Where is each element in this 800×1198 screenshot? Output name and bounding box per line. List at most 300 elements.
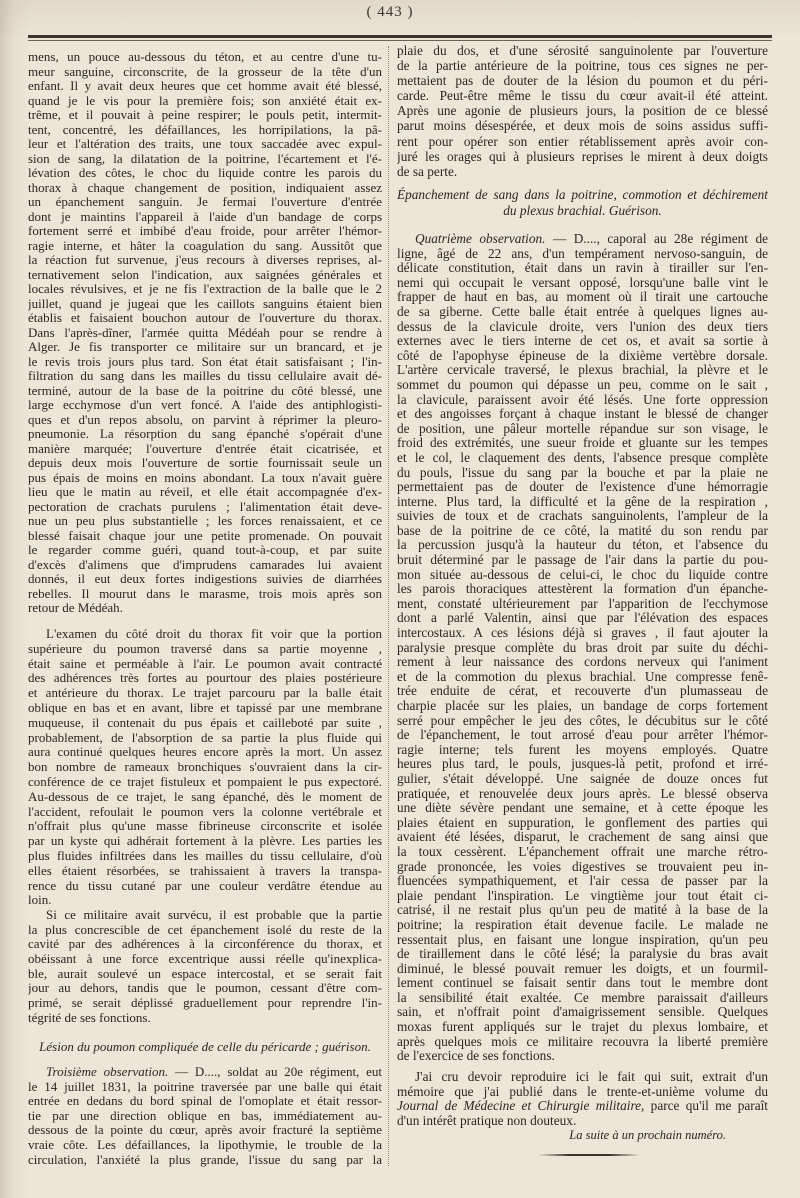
line-text: tie par une direction oblique en bas, immédiatement au- (28, 1108, 382, 1123)
text-line (397, 1085, 768, 1100)
heading-text: Lésion du poumon compliquée de celle du péricarde ; guérison. (39, 1039, 371, 1054)
text-line (397, 524, 768, 539)
text-line (397, 582, 768, 597)
line-text: ques et d'un repos absolu, on parvint à réprimer la pleuro- (28, 412, 382, 427)
line-text: n'offrait plus qu'une masse fibrineuse circonscrite et isolée (28, 819, 382, 834)
line-text: serré pour empêcher le jeu des côtes, le décubitus sur le côté (397, 713, 768, 728)
text-line (397, 830, 768, 845)
text-line (28, 893, 382, 908)
line-text: nue un peu plus substantielle ; les forces renaissaient, et ce (28, 514, 382, 528)
text-line (397, 1035, 768, 1050)
text-line (28, 879, 382, 894)
text-line (397, 976, 768, 991)
line-text: rence du tissu cutané par une couleur verdâtre étendue au (28, 878, 382, 893)
text-line (397, 73, 768, 88)
text-line (28, 181, 382, 196)
paragraph (28, 50, 382, 616)
line-text: — D...., soldat au 20e régiment, eut (175, 1065, 382, 1079)
text-line (28, 384, 382, 399)
line-text: conférence de ce trajet fistuleux et pompaient le pus expectoré. (28, 774, 382, 789)
line-text: quand je le vis pour la première fois; son anxiété était ex- (28, 93, 382, 108)
text-line (28, 442, 382, 457)
line-text: large ecchymose d'un vert foncé. A l'aide des antiphlogisti- (28, 398, 382, 412)
line-text: le 14 juillet 1831, la poitrine traversée par une balle qui était (28, 1079, 382, 1094)
line-text: J'ai cru devoir reproduire ici le fait qui suit, extrait d'un (415, 1070, 768, 1084)
text-line (397, 568, 768, 583)
section-heading (397, 187, 768, 218)
paragraph (397, 1070, 768, 1129)
text-line (397, 874, 768, 889)
line-text: supérieure du poumon traversé dans sa partie moyenne , (28, 641, 382, 656)
line-text: plus fluides infiltrées dans les mailles du tissu cellulaire, d'où (28, 848, 382, 863)
text-line (28, 558, 382, 573)
text-line (397, 495, 768, 510)
line-text: pratiquée, et renouvelée deux jours après. Le blessé observa (397, 786, 768, 801)
text-line (397, 1099, 768, 1114)
text-line (397, 305, 768, 320)
heading-line (397, 203, 768, 219)
line-text: du pouls, l'issue du sang par la bouche et par la plaie ne (397, 465, 768, 480)
text-line (28, 340, 382, 355)
line-text: le regarder comme guéri, quand tout-à-coup, et par suite (28, 543, 382, 557)
text-line (397, 466, 768, 481)
text-line (28, 908, 382, 923)
paragraph (28, 627, 382, 908)
ornamental-rule (538, 1154, 640, 1156)
text-line (28, 529, 382, 544)
line-text: pus épais de moins en moins abondant. La toux n'avait guère (28, 470, 382, 485)
text-line (397, 801, 768, 816)
line-text: muqueuse, il contenait du pus épais et cailleboté par suite , (28, 715, 382, 730)
text-line (28, 311, 382, 326)
line-text: Après une agonie de plusieurs jours, la position de ce blessé (397, 103, 768, 119)
line-text: Dans l'après-dîner, l'armée quitta Médéah pour se rendre à (28, 325, 382, 340)
text-line (397, 451, 768, 466)
paragraph (397, 232, 768, 1064)
text-line (28, 731, 382, 746)
line-text: d'excès d'alimens que d'imprudens camarades lui avaient (28, 557, 382, 572)
line-text: ressentait plus, en faisant une longue inspiration, qu'un peu (397, 932, 768, 947)
text-line (28, 123, 382, 138)
text-line (397, 538, 768, 553)
line-text: externes avec le tiers interne de cet os, et avait sa sortie à (397, 334, 768, 349)
text-line (28, 834, 382, 849)
text-line (397, 553, 768, 568)
line-text: vraie côte. Les défaillances, la lipothymie, le trouble de la (28, 1137, 382, 1152)
line-text: Au-dessous de ce trajet, le sang épanché, dès le moment de (28, 789, 382, 804)
line-text: L'examen du côté droit du thorax fit voir que la portion (46, 627, 382, 641)
text-line (397, 684, 768, 699)
line-text: de l'exercice de ses fonctions. (397, 1049, 555, 1064)
line-text: aura continué quelques heures encore après la mort. Un assez (28, 745, 382, 760)
text-line (397, 58, 768, 73)
text-line (28, 790, 382, 805)
line-text: parut moins désespérée, et deux mois de soins assidus suffi- (397, 118, 768, 134)
line-text: primé, se serait déplissé graduellement pour reprendre l'in- (28, 996, 382, 1011)
line-text: probablement, de l'absorption de sa partie la plus fluide qui (28, 730, 382, 745)
line-text: côté de l'apophyse épineuse de la dixième vertèbre dorsale. (397, 348, 768, 363)
text-line (28, 671, 382, 686)
line-text: circulation, l'anxiété la plus grande, l'issue du sang par la (28, 1152, 382, 1167)
line-text: tent, concentré, les défaillances, les horripilations, la pâ- (28, 122, 382, 137)
text-line (28, 716, 382, 731)
text-line (28, 864, 382, 879)
text-line (28, 981, 382, 996)
line-text: de l'épanchement, le tout arrosé d'eau pour arrêter l'hémor- (397, 728, 768, 743)
line-text: nemi qui occupait le versant opposé, lorsqu'une balle vint le (397, 275, 768, 290)
line-text: bruit déterminé par le passage de l'air dans la partie du pou- (397, 553, 768, 568)
line-text: heures plus tard, le pouls, jusques-là petit, profond et irré- (397, 757, 768, 772)
text-line (28, 50, 382, 65)
line-text: mens, un pouce au-dessous du téton, et au centre d'une tu- (28, 50, 382, 64)
line-text: moxas furent appliqués sur le trajet du plexus lombaire, et (397, 1020, 768, 1035)
line-text: permettaient pas de douter de l'existence d'une hémorragie (397, 480, 768, 495)
line-text: par un kyste qui adhérait fortement à la plèvre. Les parties les (28, 834, 382, 849)
text-line (28, 137, 382, 152)
header-rule (28, 35, 772, 38)
line-text: mettaient pas de douter de la lésion du poumon et du péri- (397, 73, 768, 89)
text-line (28, 587, 382, 602)
text-line (28, 413, 382, 428)
line-text: charpie placée sur les plaies, un bandage de corps fortement (397, 699, 768, 713)
line-text: ragie interne; tels furent les moyens employés. Quatre (397, 742, 768, 757)
line-text: sommet du poumon qui dépasse un peu, comme on le sait , (397, 377, 768, 392)
line-text: établis et faisaient bouchon autour de l'ouverture du thorax. (28, 311, 382, 325)
line-text: mon située au-dessous de celui-ci, le choc du liquide contre (397, 567, 768, 582)
line-text: mémoire que j'ai publié dans le trente-et-unième volume du (397, 1084, 768, 1099)
text-line (28, 1138, 382, 1153)
text-line (397, 626, 768, 641)
line-text: de la partie antérieure de la poitrine, tous ces signes ne per- (397, 58, 768, 74)
line-text: rebelles. Il mourut dans le marasme, trois mois après son (28, 586, 382, 601)
text-line (397, 247, 768, 262)
text-line (397, 1070, 768, 1085)
text-line (397, 43, 768, 58)
line-text: filtration du sang dans les mailles du tissu cellulaire avait dé- (28, 369, 382, 383)
text-line (397, 787, 768, 802)
line-text: plaie pendant l'inspiration. Le vingtième jour tout était ci- (397, 888, 768, 903)
line-text: diminué, le blessé pouvait remuer les doigts, et un fourmil- (397, 961, 768, 976)
line-text: et le col, le claquement des dents, l'absence presque complète (397, 450, 768, 465)
line-text: interne. Plus tard, la difficulté et la gêne de la respiration , (397, 494, 768, 509)
text-line (28, 166, 382, 181)
line-text: frapper de haut en bas, au moment où il tirait une cartouche (397, 290, 768, 305)
text-line (397, 757, 768, 772)
text-line (397, 1020, 768, 1035)
line-text: un épanchement sanguin. Je fermai l'ouverture d'entrée (28, 195, 382, 209)
line-text: d'un intérêt pratique non douteux. (397, 1114, 577, 1129)
line-text: sion de sang, la dilatation de la poitrine, l'écartement et l'é- (28, 151, 382, 166)
line-text: entrée en dedans du bord spinal de l'omoplate et était ressor- (28, 1094, 382, 1109)
line-text: grade prononcée, les voies digestives se trouvaient peu in- (397, 859, 768, 874)
text-line (397, 903, 768, 918)
text-line (28, 369, 382, 384)
line-text: la sensibilité était exaltée. Ce membre paraissait d'ailleurs (397, 990, 768, 1005)
text-line (28, 239, 382, 254)
line-text: Si ce militaire avait survécu, il est probable que la partie (46, 908, 382, 922)
text-line (28, 952, 382, 967)
line-text: obéissant à une force excentrique aussi réelle qu'inexplica- (28, 952, 382, 967)
line-text: lévation des côtes, le choc du liquide contre les parois du (28, 166, 382, 180)
line-text: délicate constitution, était dans un ravin à tirailler sur l'en- (397, 261, 768, 276)
text-line (397, 860, 768, 875)
text-line (28, 849, 382, 864)
journal-title: Journal de Médecine et Chirurgie militaire (397, 1099, 642, 1114)
text-line (397, 436, 768, 451)
text-line (28, 485, 382, 500)
text-line (28, 760, 382, 775)
text-line (28, 642, 382, 657)
line-text: de sa giberne. Cette balle était entrée à quelques lignes au- (397, 304, 768, 319)
text-line (397, 509, 768, 524)
line-text: rement à leur naissance des cordons nerveux qui l'animent (397, 655, 768, 670)
line-text: des adhérences très fortes au pourtour des plaies postérieure (28, 671, 382, 686)
page-number: ( 443 ) (366, 4, 414, 20)
line-text: dont a parlé Valentin, ainsi que par l'élévation des espaces (397, 611, 768, 626)
line-text: donnés, il eut deux fortes indigestions suivies de diarrhées (28, 572, 382, 586)
line-text: plaies étaient en suppuration, le gonflement des parties qui (397, 815, 768, 830)
line-text: locales révulsives, et je ne fis l'extraction de la balle que le 2 (28, 282, 382, 296)
text-line (397, 699, 768, 714)
line-text: de tiraillement dans le côté lésé; la paralysie du bras avait (397, 947, 768, 962)
text-line (28, 500, 382, 515)
paragraph (28, 908, 382, 1026)
line-text: la clavicule, paraissent avoir été lésés. Une forte oppression (397, 392, 768, 407)
line-text: cavité par des adhérences à la circonférence du thorax, et (28, 937, 382, 952)
text-line (397, 1049, 768, 1064)
line-text: lieu que le matin au réveil, et elle était accompagnée d'ex- (28, 485, 382, 499)
line-text: base de la poitrine de ce côté, la matité du son rendu par (397, 523, 768, 538)
text-line (397, 962, 768, 977)
text-line (28, 456, 382, 471)
line-text: et antérieure du thorax. Le trajet parcouru par la balle était (28, 686, 382, 701)
line-text: catrisé, il ne restait plus qu'un peu de matité à la base de la (397, 903, 768, 918)
text-line (397, 1005, 768, 1020)
text-line (397, 407, 768, 422)
text-line (397, 772, 768, 787)
line-text: trême, et il pouvait à peine respirer; le pouls petit, intermit- (28, 108, 382, 122)
text-line (28, 398, 382, 413)
text-line (397, 1114, 768, 1129)
line-text: fluencées sympathiquement, et l'air cessa de passer par la (397, 874, 768, 889)
heading-text: du plexus brachial. Guérison. (503, 202, 662, 218)
text-line (28, 471, 382, 486)
line-text: ternativement selon l'indication, aux saignées générales et (28, 267, 382, 282)
text-line (28, 1109, 382, 1124)
text-line (397, 933, 768, 948)
text-line (28, 627, 382, 642)
text-line (28, 686, 382, 701)
line-text: enfant. Il y avait deux heures que cet homme avait été blessé, (28, 79, 382, 93)
line-text: l'accident, refoulait le poumon vers la colonne vertébrale et (28, 804, 382, 819)
text-line (397, 480, 768, 495)
text-line (397, 918, 768, 933)
line-text: avaient été lésées, disparut, le crachement de sang ainsi que (397, 830, 768, 845)
line-text: les parois thoraciques attestèrent la formation d'un épanche- (397, 582, 768, 597)
text-line (28, 297, 382, 312)
text-line (397, 393, 768, 408)
line-text: juré les orages qui à plusieurs reprises le mirent à deux doigts (397, 148, 768, 164)
observation-title: Quatrième observation. (415, 232, 546, 246)
text-line (397, 597, 768, 612)
line-text: meur sanguine, circonscrite, de la grosseur de la tête d'un (28, 64, 382, 79)
text-line (28, 268, 382, 283)
text-line (397, 947, 768, 962)
text-line (28, 514, 382, 529)
text-line (28, 601, 382, 616)
text-line (397, 363, 768, 378)
text-line (397, 118, 768, 133)
text-line (28, 1153, 382, 1168)
line-text: fortement serré et imbibé d'eau froide, pour arrêter l'hémor- (28, 224, 382, 238)
text-line (397, 149, 768, 164)
line-text: manière marquée; l'ouverture d'entrée était cicatrisée, et (28, 441, 382, 456)
text-line (397, 103, 768, 118)
line-text: oblique en bas et en avant, libre et tapissé par une membrane (28, 700, 382, 715)
line-text: pectoration de crachats purulens ; l'alimentation était deve- (28, 499, 382, 514)
line-text: loin. (28, 893, 52, 908)
text-line (28, 1123, 382, 1138)
line-text: la toux cessèrent. L'épanchement offrait une marche rétro- (397, 844, 768, 859)
text-line (397, 261, 768, 276)
line-text: suivies de toux et de crachats sanguinolents, l'ampleur de la (397, 509, 768, 524)
text-line (28, 543, 382, 558)
line-text: — D...., caporal au 28e régiment de (552, 232, 768, 246)
line-text: , parce qu'il me paraît (641, 1099, 768, 1114)
text-line (28, 701, 382, 716)
line-text: une diète sévère pendant une semaine, et à cette époque les (397, 801, 768, 816)
text-line (397, 611, 768, 626)
text-line (397, 728, 768, 743)
text-line (28, 282, 382, 297)
line-text: tégrité de ses fonctions. (28, 1010, 151, 1025)
line-text: intercostaux. A ces lésions déjà si graves , il faut ajouter la (397, 626, 768, 641)
line-text: carde. Peut-être même le tissu du cœur avait-il été atteint. (397, 88, 768, 104)
line-text: juillet, quand je jugeai que les caillots sanguins étaient bien (28, 296, 382, 311)
text-line (28, 355, 382, 370)
line-text: ligne, âgé de 22 ans, d'un tempérament nervoso-sanguin, de (397, 246, 768, 261)
line-text: était saine et perméable à l'air. Le poumon avait contracté (28, 656, 382, 671)
text-line (28, 923, 382, 938)
line-text: ble, aurait soulevé un espace intercostal, et se serait fait (28, 966, 382, 981)
text-line (28, 996, 382, 1011)
text-line (397, 349, 768, 364)
text-line (28, 657, 382, 672)
line-text: retour de Médéah. (28, 601, 123, 615)
line-text: depuis deux mois l'ouverture de sortie fournissait seule un (28, 456, 382, 470)
line-text: dessus de la clavicule droite, vers l'union des deux tiers (397, 319, 768, 334)
line-text: gulier, s'était développé. Une saignée de douze onces fut (397, 771, 768, 786)
section-heading (28, 1039, 382, 1054)
text-line (397, 816, 768, 831)
line-text: thorax à chaque changement de position, indiquaient assez (28, 180, 382, 195)
text-line (28, 108, 382, 123)
line-text: ragie interne, et hâter la coagulation du sang. Aussitôt que (28, 238, 382, 253)
text-line (397, 422, 768, 437)
text-line (28, 326, 382, 341)
text-line (397, 743, 768, 758)
line-text: bon nombre de rameaux bronchiques s'ouvraient dans la cir- (28, 760, 382, 775)
line-text: blessé faisait chaque jour une petite promenade. On pouvait (28, 528, 382, 543)
line-text: jour au dehors, tandis que le poumon, cessant d'être com- (28, 981, 382, 996)
line-text: pneumonie. La résorption du sang épanché s'opérait d'une (28, 427, 382, 441)
column-divider (388, 46, 389, 1166)
line-text: terminé, autour de la base de la poitrine du côté blessé, une (28, 383, 382, 398)
text-line (28, 805, 382, 820)
text-line (28, 572, 382, 587)
text-line (28, 745, 382, 760)
line-text: paralysie presque complète du bras droit par suite du déchi- (397, 640, 768, 655)
line-text: froid des extrémités, une sueur froide et gluante sur les tempes (397, 436, 768, 451)
text-line (397, 164, 768, 179)
text-line (28, 1080, 382, 1095)
text-line (28, 65, 382, 80)
line-text: sain, et n'offrait point d'amaigrissement sensible. Quelques (397, 1005, 768, 1020)
continued-note: La suite à un prochain numéro. (569, 1128, 726, 1142)
text-line (28, 253, 382, 268)
line-text: le revis trois jours plus tard. Son état était satisfaisant ; l'in- (28, 354, 382, 369)
text-line (28, 1065, 382, 1080)
line-text: dont je maintins l'appareil à l'aide d'un bandage de corps (28, 209, 382, 224)
line-text: la percussion jusqu'à la hauteur du téton, et l'absence du (397, 538, 768, 553)
text-line (28, 819, 382, 834)
line-text: rent pour opérer son entier rétablissement après avoir con- (397, 133, 768, 149)
text-line (28, 152, 382, 167)
line-text: lement continuel se faisait sentir dans tout le membre dont (397, 976, 768, 991)
heading-text: Épanchement de sang dans la poitrine, commotion et déchirement (397, 187, 768, 202)
text-line (397, 320, 768, 335)
text-line (397, 714, 768, 729)
text-line (397, 889, 768, 904)
text-line (397, 232, 768, 247)
line-text: plaie du dos, et d'une sérosité sanguinolente par l'ouverture (397, 43, 768, 58)
line-text: après quelques mois ce militaire recouvra la liberté première (397, 1034, 768, 1049)
text-line (28, 967, 382, 982)
text-line (28, 1094, 382, 1109)
paragraph (397, 43, 768, 179)
line-text: dessous de la pointe du cœur, après avoir fracturé la septième (28, 1123, 382, 1138)
line-text: la plus concrescible de cet épanchement isolé du reste de la (28, 922, 382, 937)
line-text: et de la commotion du plexus brachial. Une compresse fenê- (397, 669, 768, 684)
line-text: leur et l'altération des traits, une toux saccadée avec expul- (28, 137, 382, 151)
line-text: de sa perte. (397, 163, 458, 179)
heading-line (28, 1039, 382, 1054)
text-line (397, 655, 768, 670)
text-line (28, 210, 382, 225)
line-text: de position, une pâleur mortelle répandue sur son visage, le (397, 421, 768, 436)
text-line (28, 224, 382, 239)
line-text: poitrine; la respiration était devenue facile. Le malade ne (397, 917, 768, 932)
line-text: et des angoisses forçant à chaque instant le blessé de changer (397, 407, 768, 422)
text-line (397, 991, 768, 1006)
line-text: trée enduite de cérat, et recouverte d'un plumasseau de (397, 684, 768, 699)
text-line (397, 670, 768, 685)
heading-line (397, 187, 768, 203)
text-line (28, 79, 382, 94)
line-text: Alger. Je fis transporter ce militaire sur un brancard, et je (28, 340, 382, 354)
text-line (28, 937, 382, 952)
line-text: ment, constaté ultérieurement par l'apparition de l'ecchymose (397, 596, 768, 611)
paragraph (28, 1065, 382, 1167)
observation-title: Troisième observation. (46, 1065, 169, 1079)
line-text: L'artère cervicale traversé, le plexus brachial, la plèvre et le (397, 363, 768, 378)
text-line (28, 195, 382, 210)
text-line (397, 276, 768, 291)
text-line (397, 134, 768, 149)
line-text: la réaction fut survenue, j'eus recours à diverses reprises, al- (28, 253, 382, 267)
text-line (28, 94, 382, 109)
line-text: elles étaient résorbées, se trahissaient à travers la transpa- (28, 863, 382, 878)
